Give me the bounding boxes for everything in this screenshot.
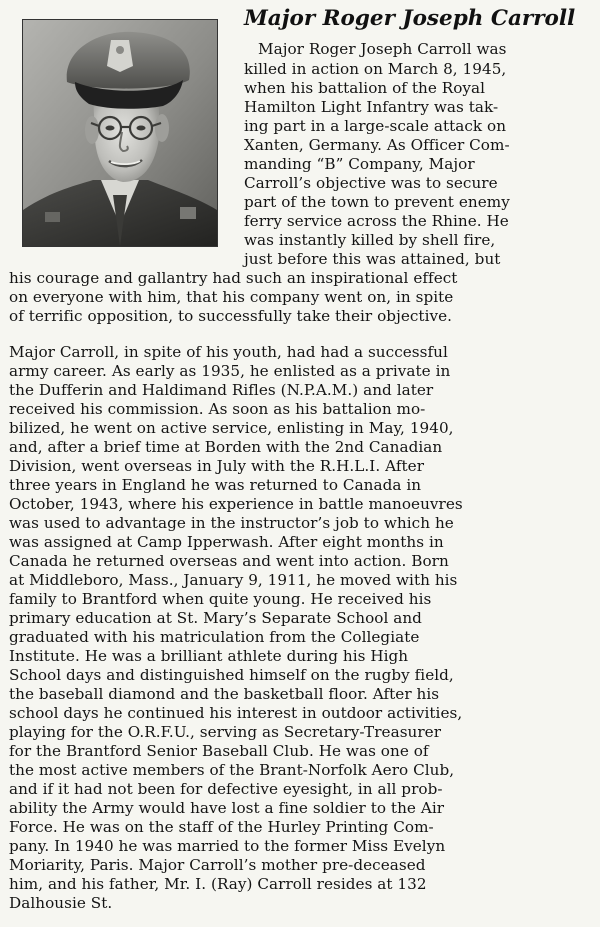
text-line: School days and distinguished himself on the rugby field, bbox=[9, 666, 454, 684]
text-line: Major Roger Joseph Carroll was bbox=[258, 40, 507, 58]
text-line: primary education at St. Mary’s Separate School and bbox=[9, 609, 422, 627]
text-line: and, after a brief time at Borden with the 2nd Canadian bbox=[9, 438, 443, 456]
text-line: was used to advantage in the instructor’s job to which he bbox=[9, 514, 454, 532]
text-line: ferry service across the Rhine. He bbox=[244, 212, 509, 230]
portrait-image bbox=[23, 20, 217, 246]
text-line: ability the Army would have lost a fine soldier to the Air bbox=[9, 799, 445, 817]
text-line: part of the town to prevent enemy bbox=[244, 193, 510, 211]
text-line: on everyone with him, that his company went on, in spite bbox=[9, 288, 454, 306]
text-line: the most active members of the Brant-Norfolk Aero Club, bbox=[9, 761, 455, 779]
text-line: ing part in a large-scale attack on bbox=[244, 117, 507, 135]
text-line: the Dufferin and Haldimand Rifles (N.P.A.M.) and later bbox=[9, 381, 434, 399]
text-line: just before this was attained, but bbox=[244, 250, 501, 268]
text-line: family to Brantford when quite young. He received his bbox=[9, 590, 432, 608]
text-line: of terrific opposition, to successfully take their objective. bbox=[9, 307, 453, 325]
text-line: him, and his father, Mr. I. (Ray) Carroll resides at 132 bbox=[9, 875, 427, 893]
text-line: playing for the O.R.F.U., serving as Secretary-Treasurer bbox=[9, 723, 442, 741]
text-line: Xanten, Germany. As Officer Com- bbox=[244, 136, 510, 154]
text-line: manding “B” Company, Major bbox=[244, 155, 475, 173]
text-line: Dalhousie St. bbox=[9, 894, 113, 912]
text-line: bilized, he went on active service, enlisting in May, 1940, bbox=[9, 419, 454, 437]
text-line: the baseball diamond and the basketball floor. After his bbox=[9, 685, 440, 703]
text-line: was instantly killed by shell fire, bbox=[244, 231, 496, 249]
text-line: Major Carroll, in spite of his youth, had had a successful bbox=[9, 343, 448, 361]
text-line: Canada he returned overseas and went into action. Born bbox=[9, 552, 449, 570]
text-line: army career. As early as 1935, he enlisted as a private in bbox=[9, 362, 451, 380]
text-line: Institute. He was a brilliant athlete during his High bbox=[9, 647, 409, 665]
portrait-photo bbox=[23, 20, 217, 246]
text-line: and if it had not been for defective eyesight, in all prob- bbox=[9, 780, 443, 798]
text-line: at Middleboro, Mass., January 9, 1911, he moved with his bbox=[9, 571, 458, 589]
text-line: when his battalion of the Royal bbox=[244, 79, 486, 97]
text-line: pany. In 1940 he was married to the former Miss Evelyn bbox=[9, 837, 446, 855]
text-line: October, 1943, where his experience in battle manoeuvres bbox=[9, 495, 463, 513]
text-line: was assigned at Camp Ipperwash. After eight months in bbox=[9, 533, 444, 551]
text-line: Division, went overseas in July with the R.H.L.I. After bbox=[9, 457, 425, 475]
article-title: Major Roger Joseph Carroll bbox=[244, 6, 576, 31]
text-line: school days he continued his interest in outdoor activities, bbox=[9, 704, 463, 722]
text-line: his courage and gallantry had such an inspirational effect bbox=[9, 269, 458, 287]
text-line: Hamilton Light Infantry was tak- bbox=[244, 98, 499, 116]
text-line: killed in action on March 8, 1945, bbox=[244, 60, 507, 78]
text-line: graduated with his matriculation from the Collegiate bbox=[9, 628, 420, 646]
text-line: Force. He was on the staff of the Hurley Printing Com- bbox=[9, 818, 434, 836]
text-line: Carroll’s objective was to secure bbox=[244, 174, 498, 192]
text-line: for the Brantford Senior Baseball Club. He was one of bbox=[9, 742, 429, 760]
text-line: received his commission. As soon as his battalion mo- bbox=[9, 400, 426, 418]
text-line: three years in England he was returned to Canada in bbox=[9, 476, 422, 494]
text-line: Moriarity, Paris. Major Carroll’s mother pre-deceased bbox=[9, 856, 426, 874]
